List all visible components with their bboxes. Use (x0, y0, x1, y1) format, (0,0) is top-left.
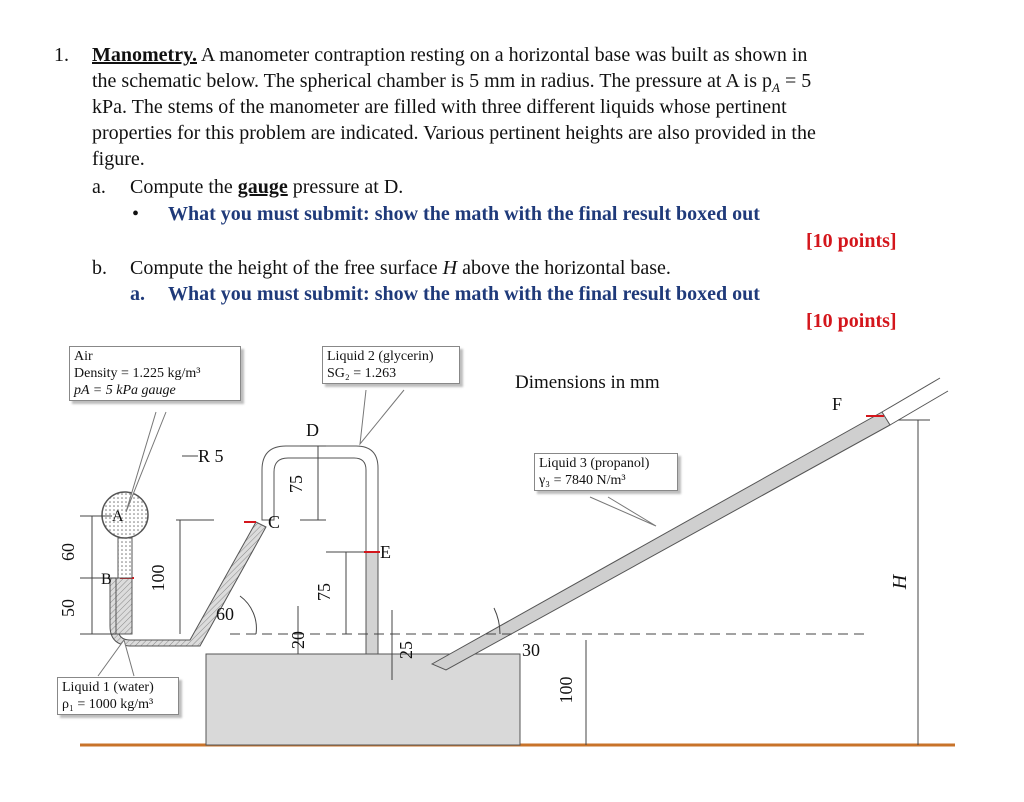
air-properties-box (69, 346, 241, 401)
angle-arc-60 (240, 596, 256, 634)
base-block (206, 654, 520, 745)
liquid3-box-line-1: Liquid 3 (propanol) (539, 456, 650, 471)
label-E: E (380, 542, 391, 562)
dim-20: 20 (288, 631, 308, 649)
dimensions-note: Dimensions in mm (515, 372, 660, 393)
part-a-text-before: Compute the (130, 176, 238, 198)
incline-tube-liquid (432, 412, 890, 670)
liquid3-box-line-2: γ₃ = 7840 N/m³ (539, 473, 626, 488)
dim-100-left: 100 (148, 564, 168, 592)
part-b-text-after: above the horizontal base. (457, 257, 671, 279)
part-b-submit: What you must submit: show the math with the final result boxed out (168, 283, 760, 305)
intro-line-4: properties for this problem are indicated. Various pertinent heights are also provided in the (92, 122, 816, 144)
intro-line-2: the schematic below. The spherical chamber is 5 mm in radius. The pressure at A is p (92, 70, 773, 92)
liquid2-leader (360, 390, 404, 444)
dim-60: 60 (58, 543, 78, 561)
label-angle-60: 60 (216, 604, 234, 624)
label-radius: R 5 (198, 446, 224, 466)
part-a-submit: What you must submit: show the math with the final result boxed out (168, 203, 760, 225)
dim-50: 50 (58, 599, 78, 617)
intro-line-3: kPa. The stems of the manometer are filled with three different liquids whose pertinent (92, 96, 787, 118)
label-A: A (112, 508, 124, 525)
glycerin-tube (262, 446, 378, 654)
air-leader (126, 412, 166, 512)
part-a-text-after: pressure at D. (287, 176, 404, 198)
label-B: B (101, 571, 112, 588)
part-b-points: [10 points] (806, 310, 897, 332)
liquid2-box-line-1: Liquid 2 (glycerin) (327, 349, 434, 364)
part-b-text-before: Compute the height of the free surface (130, 257, 443, 279)
problem-number: 1. (54, 44, 69, 66)
liquid1-box-line-1: Liquid 1 (water) (62, 680, 154, 695)
label-angle-30: 30 (522, 640, 540, 660)
glycerin-liquid-right (366, 552, 378, 654)
air-stem (118, 538, 132, 578)
liquid2-box-line-2: SG₂ = 1.263 (327, 366, 397, 381)
liquid3-leader (590, 497, 656, 526)
water-stem-left (116, 578, 132, 634)
air-box-line-3: pA = 5 kPa gauge (74, 383, 176, 398)
part-b-var: H (442, 257, 458, 279)
dim-75-lower: 75 (314, 583, 334, 601)
air-box-line-1: Air (74, 349, 93, 364)
water-tube (110, 522, 266, 646)
label-F: F (832, 394, 843, 414)
dim-H: H (889, 574, 911, 590)
air-box-line-2: Density = 1.225 kg/m³ (74, 366, 201, 381)
dim-75-upper: 75 (286, 475, 306, 493)
liquid1-properties-box (57, 677, 179, 715)
part-a-letter: a. (92, 176, 106, 198)
liquid3-properties-box (534, 453, 678, 491)
dim-100-right: 100 (556, 676, 576, 704)
label-D: D (306, 420, 319, 440)
liquid2-properties-box (322, 346, 460, 384)
part-a-points: [10 points] (806, 230, 897, 252)
part-b-sub-letter: a. (130, 283, 145, 305)
label-C: C (268, 512, 281, 532)
dim-25: 25 (396, 641, 416, 659)
sphere-A (102, 492, 148, 538)
intro-line-2-end: = 5 (779, 70, 812, 92)
incline-tube-wall-top (882, 378, 940, 412)
part-a-bullet: • (132, 203, 140, 225)
problem-title: Manometry. (92, 44, 197, 66)
liquid1-box-line-2: ρ₁ = 1000 kg/m³ (62, 697, 154, 712)
intro-line-2-sub: A (772, 80, 780, 95)
intro-line-5: figure. (92, 148, 145, 170)
part-a-underlined: gauge (237, 176, 288, 198)
part-b-letter: b. (92, 257, 107, 279)
intro-line-1: A manometer contraption resting on a horizontal base was built as shown in (200, 44, 808, 66)
